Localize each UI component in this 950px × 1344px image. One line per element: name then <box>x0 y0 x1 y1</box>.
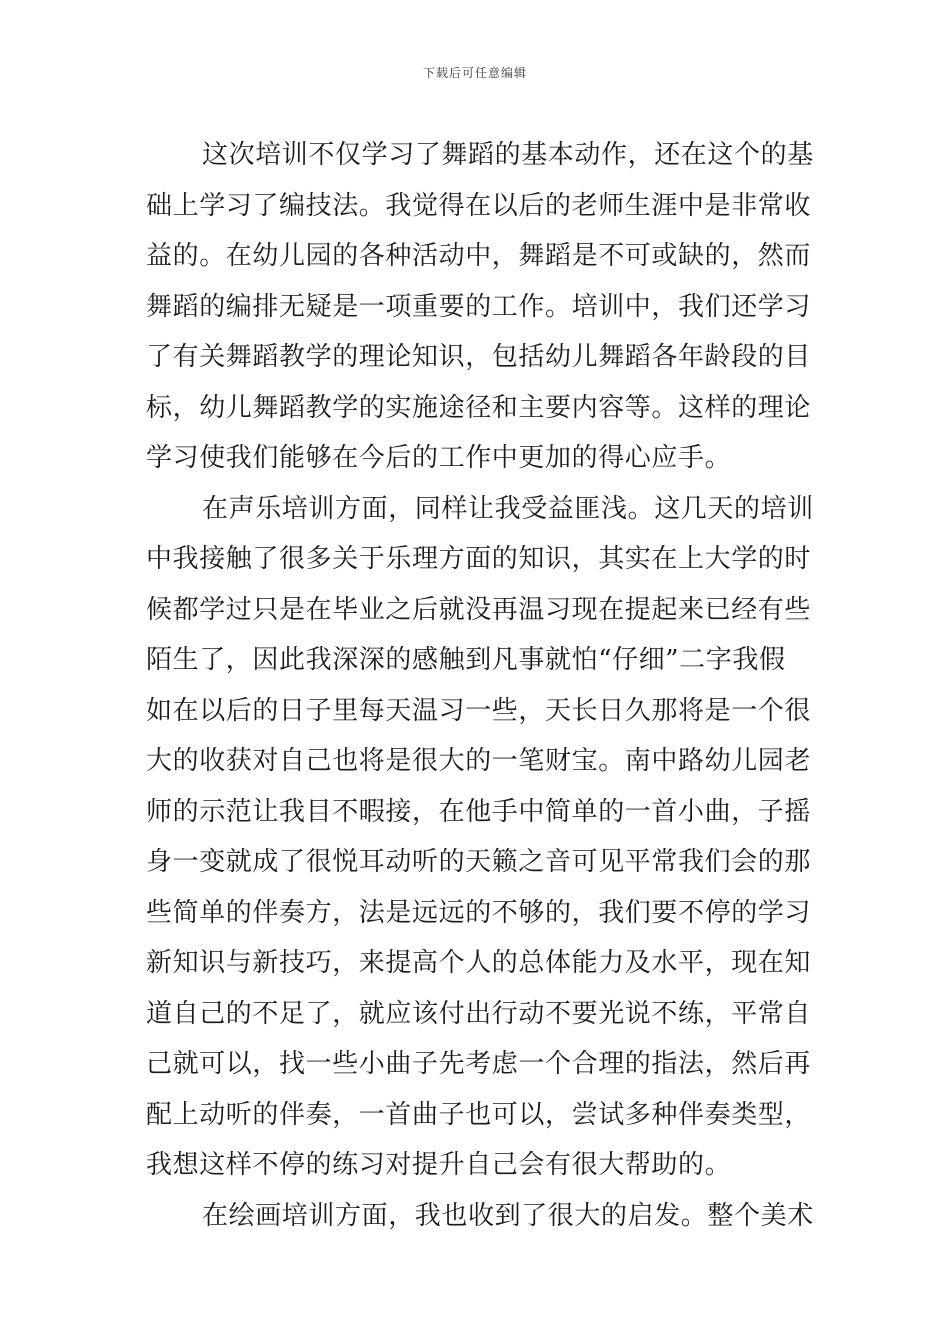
text-line: 候都学过只是在毕业之后就没再温习现在提起来已经有些 <box>146 594 812 625</box>
text-line: 我想这样不停的练习对提升自己会有很大帮助的。 <box>146 1150 732 1180</box>
text-line: 中我接触了很多关于乐理方面的知识，其实在上大学的时 <box>146 544 812 574</box>
text-line: 师的示范让我目不暇接，在他手中简单的一首小曲，子摇 <box>146 796 812 827</box>
text-line: 己就可以，找一些小曲子先考虑一个合理的指法，然后再 <box>146 1049 812 1079</box>
text-line: 这次培训不仅学习了舞蹈的基本动作，还在这个的基 <box>202 140 814 170</box>
text-line: 陌生了，因此我深深的感触到凡事就怕“仔细”二字我假 <box>146 645 786 675</box>
text-line: 在声乐培训方面，同样让我受益匪浅。这几天的培训 <box>202 493 814 524</box>
paragraph <box>146 130 814 484</box>
paragraph <box>146 1191 814 1242</box>
page-header: 下载后可任意编辑 <box>422 66 527 80</box>
text-line: 础上学习了编技法。我觉得在以后的老师生涯中是非常收 <box>146 190 812 221</box>
text-line: 如在以后的日子里每天温习一些，天长日久那将是一个很 <box>146 695 812 726</box>
text-line: 益的。在幼儿园的各种活动中，舞蹈是不可或缺的，然而 <box>146 241 812 271</box>
text-line: 大的收获对自己也将是很大的一笔财宝。南中路幼儿园老 <box>146 746 812 776</box>
text-line: 标，幼儿舞蹈教学的实施途径和主要内容等。这样的理论 <box>146 392 812 423</box>
document-body <box>146 130 814 1241</box>
text-line: 学习使我们能够在今后的工作中更加的得心应手。 <box>146 443 732 473</box>
text-line: 道自己的不足了，就应该付出行动不要光说不练，平常自 <box>146 998 812 1029</box>
text-line: 配上动听的伴奏，一首曲子也可以，尝试多种伴奏类型， <box>146 1099 812 1130</box>
text-line: 些简单的伴奏方，法是远远的不够的，我们要不停的学习 <box>146 897 812 928</box>
text-line: 新知识与新技巧，来提高个人的总体能力及水平，现在知 <box>146 948 812 978</box>
text-line: 在绘画培训方面，我也收到了很大的启发。整个美术 <box>202 1200 814 1231</box>
text-line: 舞蹈的编排无疑是一项重要的工作。培训中，我们还学习 <box>146 291 812 322</box>
text-line: 身一变就成了很悦耳动听的天籁之音可见平常我们会的那 <box>146 847 812 877</box>
text-line: 了有关舞蹈教学的理论知识，包括幼儿舞蹈各年龄段的目 <box>146 342 812 372</box>
paragraph <box>146 484 814 1191</box>
